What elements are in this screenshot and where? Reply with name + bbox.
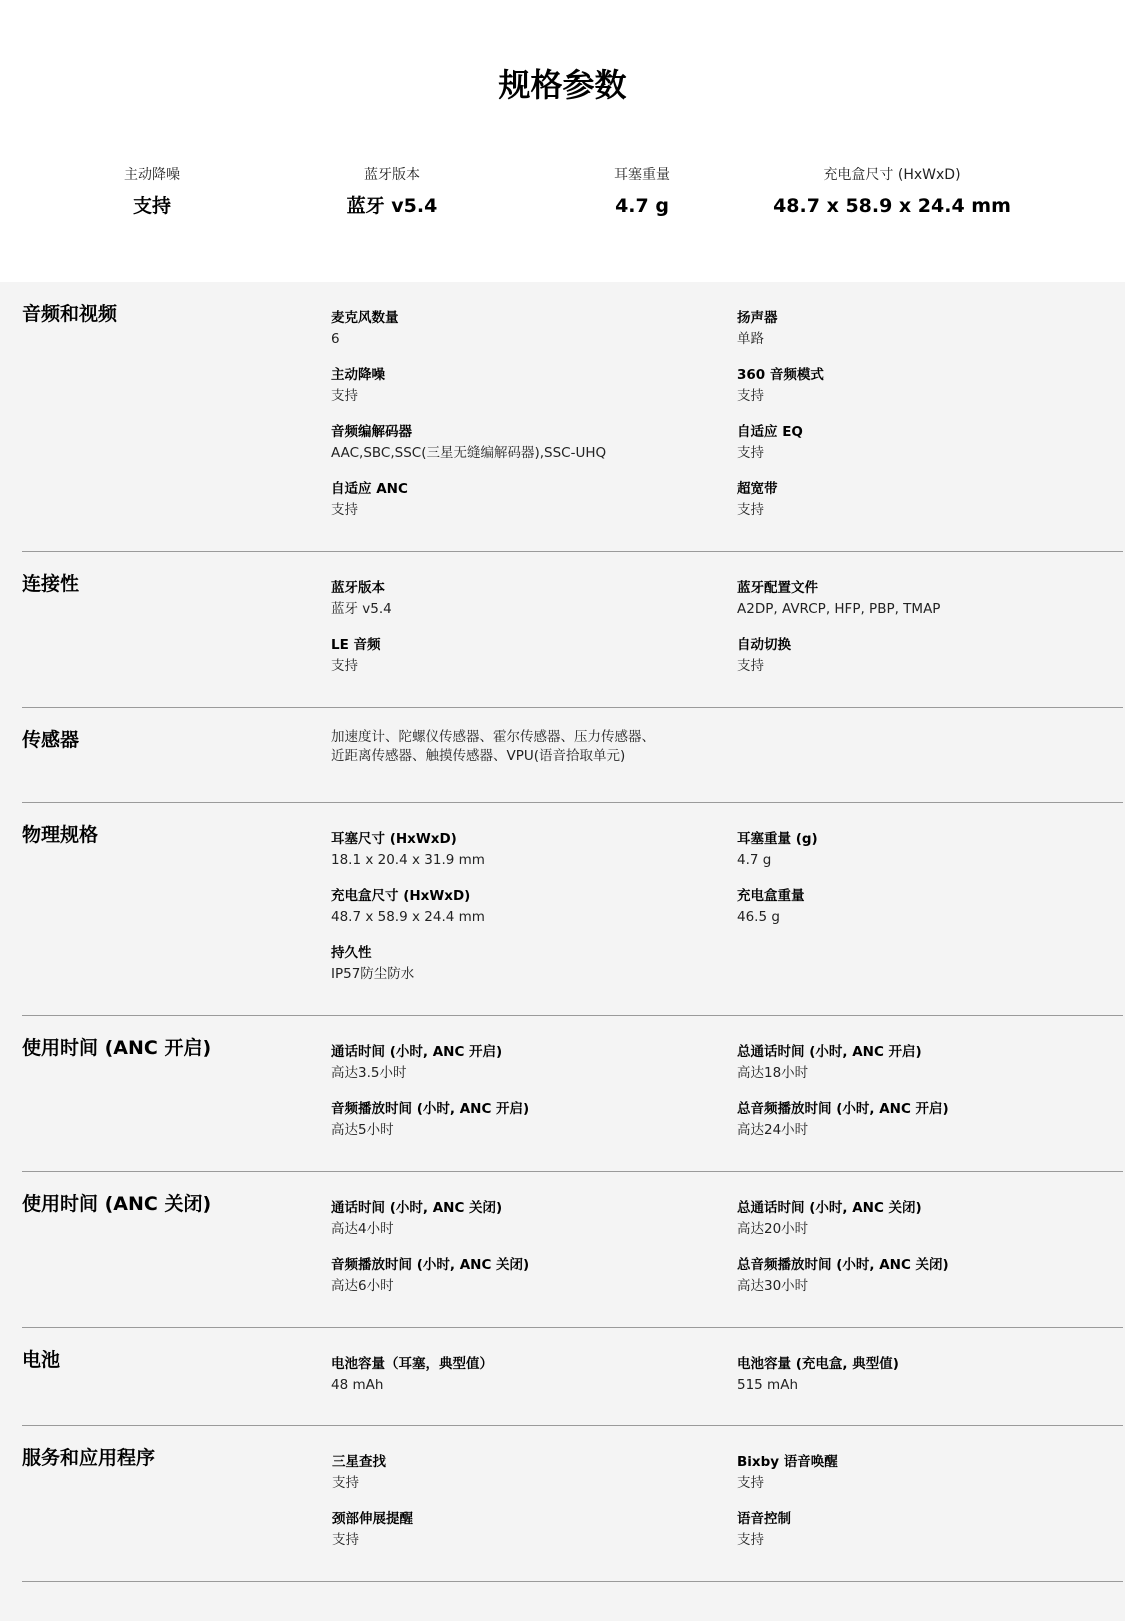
spec-label: 音频播放时间 (小时, ANC 关闭)	[331, 1257, 530, 1273]
spec-value: 高达6小时	[331, 1278, 394, 1294]
spec-value: IP57防尘防水	[331, 966, 415, 982]
spec-value: 高达4小时	[331, 1221, 394, 1237]
section-title: 服务和应用程序	[22, 1447, 156, 1469]
spec-value: 支持	[331, 388, 358, 404]
section-title: 音频和视频	[22, 303, 118, 325]
section-title: 传感器	[22, 729, 80, 751]
section-services	[22, 1426, 1123, 1582]
spec-value: A2DP, AVRCP, HFP, PBP, TMAP	[737, 601, 941, 617]
spec-label: 音频编解码器	[331, 424, 412, 440]
highlight-case-size	[762, 163, 1022, 221]
spec-item	[737, 829, 1125, 871]
spec-item	[737, 479, 1125, 521]
spec-table	[0, 282, 1125, 1621]
spec-label: Bixby 语音唤醒	[737, 1454, 838, 1470]
spec-label: 电池容量（耳塞，典型值）	[331, 1356, 493, 1372]
spec-item	[331, 479, 721, 521]
spec-item	[737, 308, 1125, 350]
section-battery	[22, 1328, 1123, 1426]
spec-label: 耳塞尺寸 (HxWxD)	[331, 831, 457, 847]
spec-value: 支持	[331, 502, 358, 518]
spec-value: 4.7 g	[737, 852, 772, 868]
spec-label: 持久性	[331, 945, 372, 961]
spec-label: 360 音频模式	[737, 367, 824, 383]
sensor-list-line: 近距离传感器、触摸传感器、VPU(语音拾取单元)	[331, 748, 626, 764]
spec-value: 支持	[737, 445, 764, 461]
spec-label: 蓝牙版本	[331, 580, 385, 596]
spec-label: 总音频播放时间 (小时, ANC 开启)	[737, 1101, 949, 1117]
section-title: 连接性	[22, 573, 80, 595]
spec-item	[737, 1042, 1125, 1084]
spec-value: 支持	[737, 502, 764, 518]
spec-label: 音频播放时间 (小时, ANC 开启)	[331, 1101, 530, 1117]
highlight-earbud-weight	[512, 163, 772, 221]
spec-item	[331, 308, 721, 350]
spec-item	[331, 1042, 721, 1084]
spec-item	[331, 578, 721, 620]
section-title: 使用时间 (ANC 开启)	[22, 1037, 212, 1059]
spec-value: 高达20小时	[737, 1221, 809, 1237]
highlight-value: 4.7 g	[615, 195, 669, 217]
highlight-bluetooth	[262, 163, 522, 221]
divider	[22, 1581, 1123, 1582]
spec-value: 高达18小时	[737, 1065, 809, 1081]
section-usage-anc-off	[22, 1172, 1123, 1328]
spec-label: LE 音频	[331, 637, 381, 653]
spec-label: 语音控制	[737, 1511, 791, 1527]
spec-label: 麦克风数量	[331, 310, 399, 326]
spec-label: 电池容量 (充电盒, 典型值)	[737, 1356, 899, 1372]
spec-label: 总通话时间 (小时, ANC 关闭)	[737, 1200, 922, 1216]
spec-item	[737, 1198, 1125, 1240]
spec-label: 主动降噪	[331, 367, 385, 383]
spec-label: 自适应 EQ	[737, 424, 803, 440]
spec-value: AAC,SBC,SSC(三星无缝编解码器),SSC-UHQ	[331, 445, 607, 461]
spec-label: 三星查找	[332, 1454, 386, 1470]
spec-value: 支持	[737, 1475, 764, 1491]
spec-item	[331, 943, 721, 985]
spec-value: 支持	[737, 658, 764, 674]
spec-label: 通话时间 (小时, ANC 开启)	[331, 1044, 503, 1060]
spec-value: 515 mAh	[737, 1377, 799, 1393]
spec-value: 单路	[737, 331, 764, 347]
spec-item	[331, 365, 721, 407]
spec-item	[332, 1452, 722, 1494]
spec-item	[737, 1452, 1125, 1494]
spec-item	[737, 422, 1125, 464]
spec-label: 充电盒重量	[737, 888, 805, 904]
spec-item	[737, 1354, 1125, 1396]
highlight-value: 支持	[132, 195, 171, 217]
spec-item	[331, 1099, 721, 1141]
spec-item	[331, 635, 721, 677]
spec-item	[737, 1255, 1125, 1297]
spec-item	[737, 1099, 1125, 1141]
section-title: 物理规格	[22, 824, 99, 846]
spec-value: 高达24小时	[737, 1122, 809, 1138]
section-physical	[22, 803, 1123, 1016]
sensor-list	[331, 728, 751, 766]
section-connectivity	[22, 552, 1123, 708]
key-highlights	[22, 163, 1102, 243]
highlight-value: 蓝牙 v5.4	[346, 195, 438, 217]
spec-value: 支持	[332, 1475, 359, 1491]
highlight-label: 蓝牙版本	[364, 167, 420, 183]
spec-item	[737, 365, 1125, 407]
spec-label: 耳塞重量 (g)	[737, 831, 818, 847]
spec-label: 总音频播放时间 (小时, ANC 关闭)	[737, 1257, 949, 1273]
spec-value: 48.7 x 58.9 x 24.4 mm	[331, 909, 485, 925]
highlight-anc	[22, 163, 282, 221]
spec-value: 支持	[332, 1532, 359, 1548]
spec-value: 46.5 g	[737, 909, 780, 925]
spec-item	[737, 578, 1125, 620]
spec-value: 支持	[737, 388, 764, 404]
spec-label: 自适应 ANC	[331, 481, 408, 497]
sensor-list-line: 加速度计、陀螺仪传感器、霍尔传感器、压力传感器、	[331, 729, 655, 745]
spec-label: 总通话时间 (小时, ANC 开启)	[737, 1044, 922, 1060]
spec-item	[737, 635, 1125, 677]
spec-item	[332, 1509, 722, 1551]
spec-label: 通话时间 (小时, ANC 关闭)	[331, 1200, 503, 1216]
spec-value: 18.1 x 20.4 x 31.9 mm	[331, 852, 485, 868]
section-title: 使用时间 (ANC 关闭)	[22, 1193, 212, 1215]
spec-label: 充电盒尺寸 (HxWxD)	[331, 888, 471, 904]
section-usage-anc-on	[22, 1016, 1123, 1172]
spec-value: 支持	[737, 1532, 764, 1548]
spec-label: 扬声器	[737, 310, 778, 326]
spec-item	[737, 1509, 1125, 1551]
spec-label: 颈部伸展提醒	[332, 1511, 413, 1527]
section-audio-video	[22, 282, 1123, 552]
spec-label: 超宽带	[737, 481, 778, 497]
spec-item	[331, 1198, 721, 1240]
spec-item	[331, 422, 721, 464]
spec-item	[331, 829, 721, 871]
highlight-label: 耳塞重量	[614, 167, 670, 183]
spec-label: 自动切换	[737, 637, 791, 653]
spec-value: 高达30小时	[737, 1278, 809, 1294]
section-sensors	[22, 708, 1123, 803]
spec-value: 支持	[331, 658, 358, 674]
spec-item	[737, 886, 1125, 928]
spec-item	[331, 1255, 721, 1297]
page-title: 规格参数	[498, 66, 627, 104]
spec-value: 高达5小时	[331, 1122, 394, 1138]
spec-item	[331, 886, 721, 928]
highlight-value: 48.7 x 58.9 x 24.4 mm	[773, 195, 1011, 217]
spec-value: 6	[331, 331, 340, 347]
highlight-label: 主动降噪	[124, 167, 180, 183]
highlight-label: 充电盒尺寸 (HxWxD)	[823, 167, 961, 183]
spec-label: 蓝牙配置文件	[737, 580, 818, 596]
spec-item	[331, 1354, 721, 1396]
spec-value: 48 mAh	[331, 1377, 384, 1393]
spec-value: 蓝牙 v5.4	[331, 601, 392, 617]
section-title: 电池	[22, 1349, 61, 1371]
spec-value: 高达3.5小时	[331, 1065, 407, 1081]
